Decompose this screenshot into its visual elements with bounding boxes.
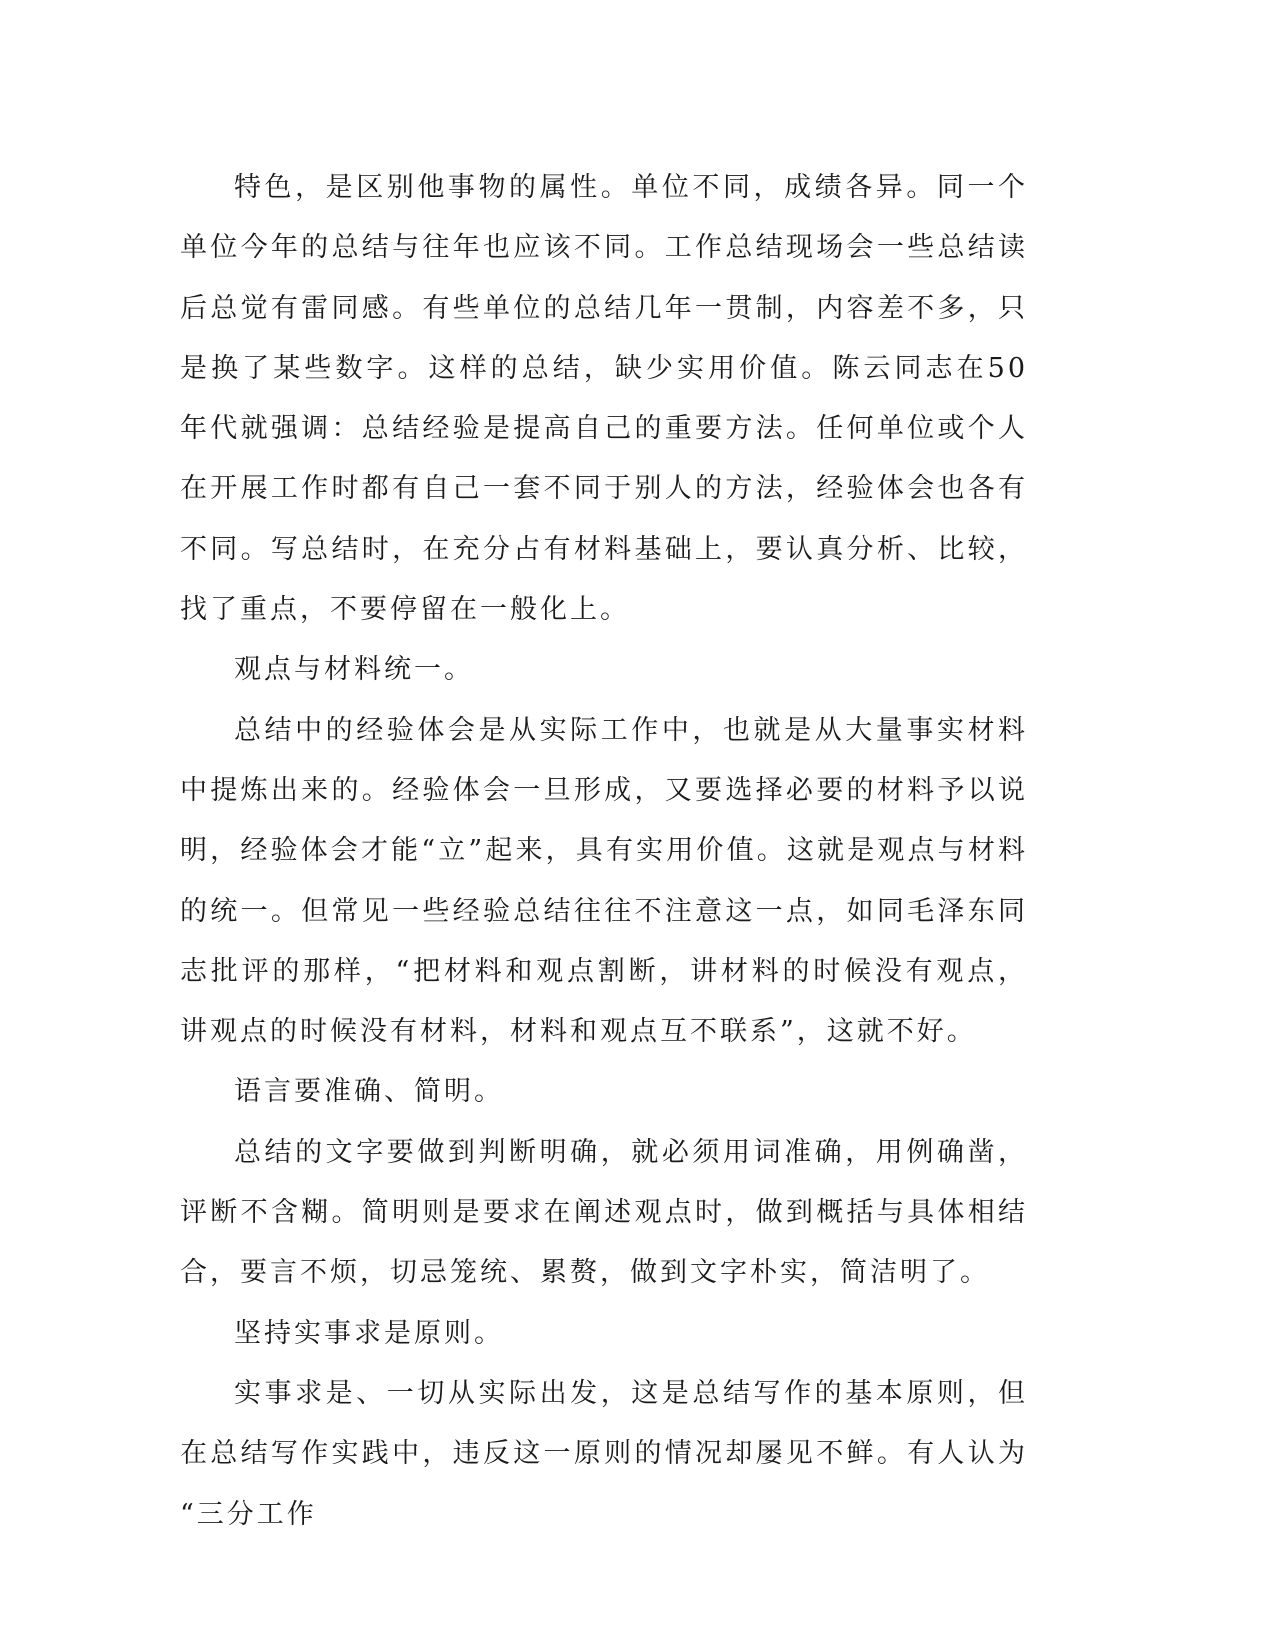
- paragraph-viewpoint-material: 总结中的经验体会是从实际工作中，也就是从大量事实材料中提炼出来的。经验体会一旦形成，又要选择必要的材料予以说明，经验体会才能“立”起来，具有实用价值。这就是观点与材料的统一。但常见一些经验总结往往不注意这一点，如同毛泽东同志批评的那样，“把材料和观点割断，讲材料的时候没有观点，讲观点的时候没有材料，材料和观点互不联系”，这就不好。: [180, 714, 1028, 1048]
- heading-seek-truth-from-facts: 坚持实事求是原则。: [234, 1317, 504, 1349]
- paragraph-language-accuracy: 总结的文字要做到判断明确，就必须用词准确，用例确凿，评断不含糊。简明则是要求在阐述观点时，做到概括与具体相结合，要言不烦，切忌笼统、累赘，做到文字朴实，简洁明了。: [180, 1136, 1028, 1289]
- paragraph-seek-truth-from-facts: 实事求是、一切从实际出发，这是总结写作的基本原则，但在总结写作实践中，违反这一原则的情况却屡见不鲜。有人认为“三分工作: [180, 1377, 1028, 1530]
- document-body: [180, 158, 1028, 1545]
- heading-language-accuracy: 语言要准确、简明。: [234, 1076, 504, 1108]
- heading-viewpoint-material-unity: 观点与材料统一。: [234, 654, 474, 686]
- paragraph-distinctiveness: 特色，是区别他事物的属性。单位不同，成绩各异。同一个单位今年的总结与往年也应该不同。工作总结现场会一些总结读后总觉有雷同感。有些单位的总结几年一贯制，内容差不多，只是换了某些数字。这样的总结，缺少实用价值。陈云同志在50年代就强调：总结经验是提高自己的重要方法。任何单位或个人在开展工作时都有自己一套不同于别人的方法，经验体会也各有不同。写总结时，在充分占有材料基础上，要认真分析、比较，找了重点，不要停留在一般化上。: [180, 172, 1028, 626]
